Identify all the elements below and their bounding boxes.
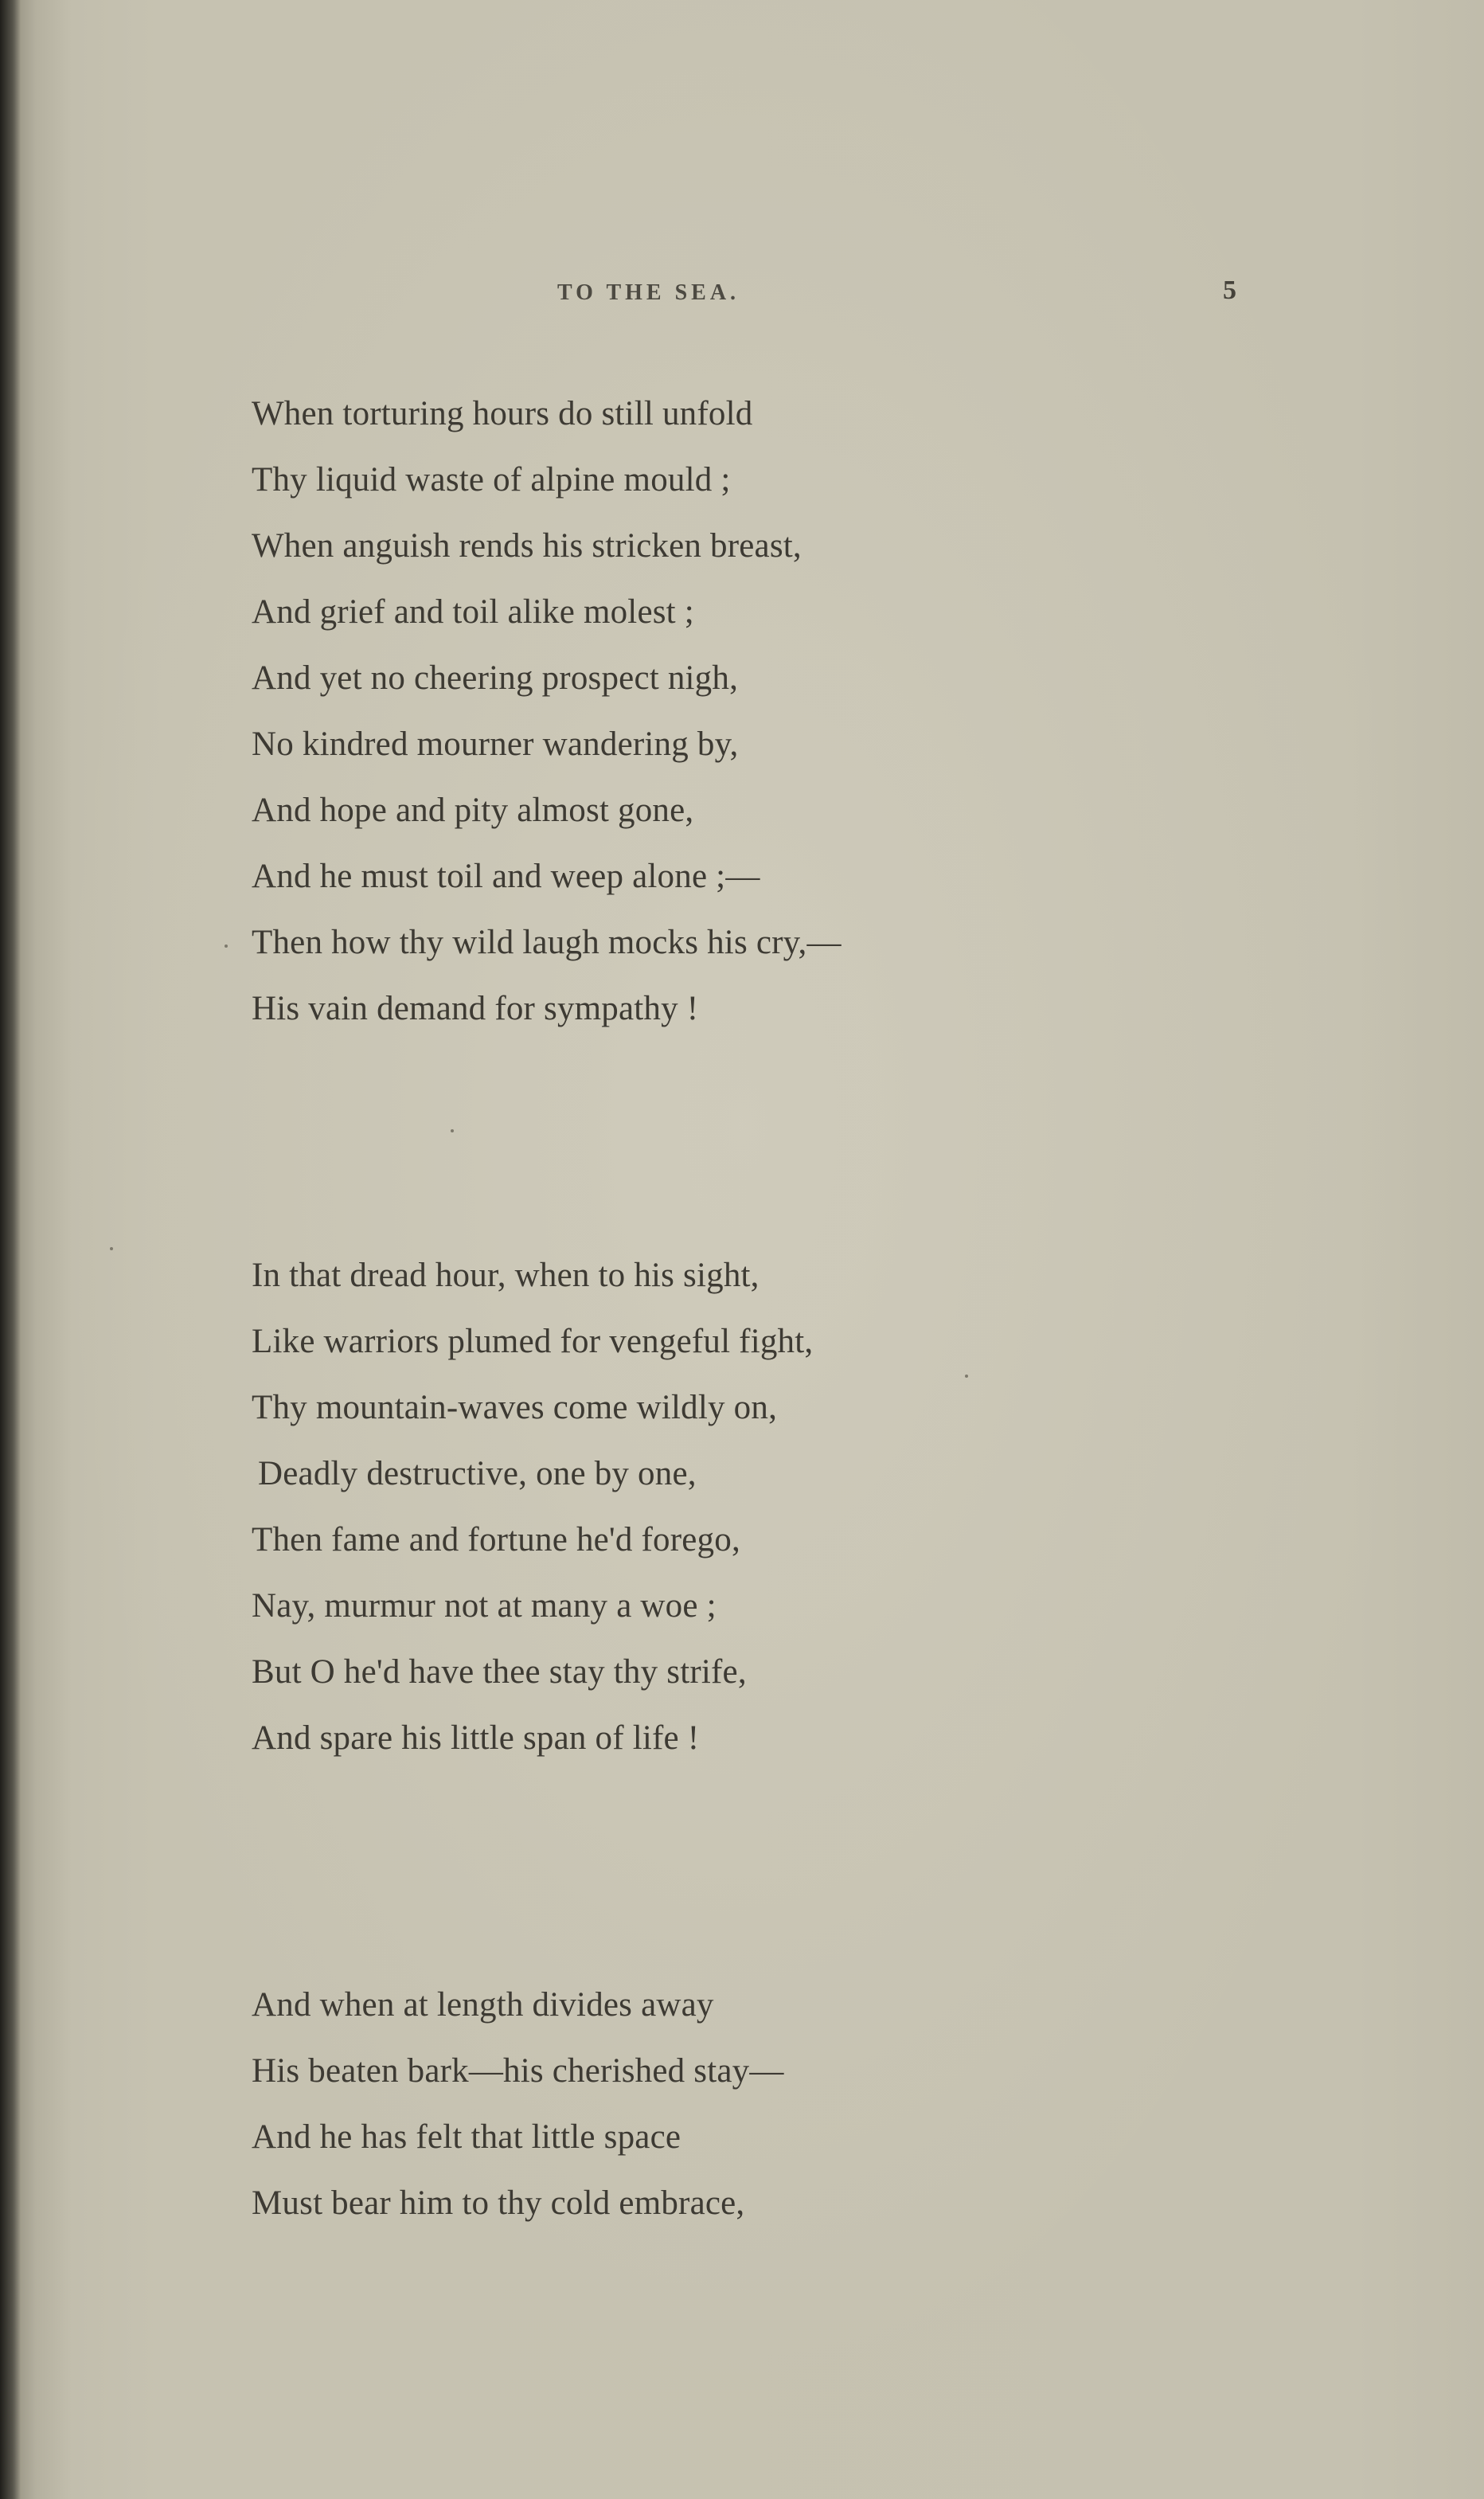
paper-speck <box>451 1129 454 1132</box>
poem-line: Then how thy wild laugh mocks his cry,— <box>252 924 842 961</box>
running-head <box>0 276 1484 312</box>
poem-line: Nay, murmur not at many a woe ; <box>252 1587 717 1625</box>
stanza-1 <box>252 381 842 1042</box>
poem-line: Then fame and fortune he'd forego, <box>252 1521 740 1558</box>
poem-line: His vain demand for sympathy ! <box>252 990 699 1027</box>
poem-line: And he has felt that little space <box>252 2118 681 2156</box>
poem-line: And hope and pity almost gone, <box>252 792 694 829</box>
running-title: TO THE SEA. <box>557 280 740 305</box>
page-number: 5 <box>1223 276 1236 305</box>
poem-line: His beaten bark—his cherished stay— <box>252 2052 784 2090</box>
poem-line: And grief and toil alike molest ; <box>252 593 694 631</box>
poem-line: And when at length divides away <box>252 1986 714 2024</box>
poem-line: And spare his little span of life ! <box>252 1719 700 1757</box>
stanza-2 <box>252 1242 813 1771</box>
paper-speck <box>225 944 228 948</box>
poem-line: And yet no cheering prospect nigh, <box>252 659 739 697</box>
poem-line: No kindred mourner wandering by, <box>252 725 739 763</box>
poem-line: Deadly destructive, one by one, <box>258 1455 697 1492</box>
poem-line: But O he'd have thee stay thy strife, <box>252 1653 747 1691</box>
paper-speck <box>110 1247 113 1250</box>
book-gutter-shadow <box>0 0 21 2499</box>
poem-line: Like warriors plumed for vengeful fight, <box>252 1323 814 1360</box>
poem-line: Thy mountain-waves come wildly on, <box>252 1389 778 1426</box>
poem-line: When anguish rends his stricken breast, <box>252 527 802 565</box>
poem-line: Thy liquid waste of alpine mould ; <box>252 461 731 499</box>
poem-line: In that dread hour, when to his sight, <box>252 1257 760 1294</box>
stanza-3 <box>252 1972 784 2236</box>
poem-line: When torturing hours do still unfold <box>252 395 753 432</box>
poem-line: Must bear him to thy cold embrace, <box>252 2184 745 2222</box>
poem-line: And he must toil and weep alone ;— <box>252 858 760 895</box>
paper-speck <box>965 1375 968 1378</box>
